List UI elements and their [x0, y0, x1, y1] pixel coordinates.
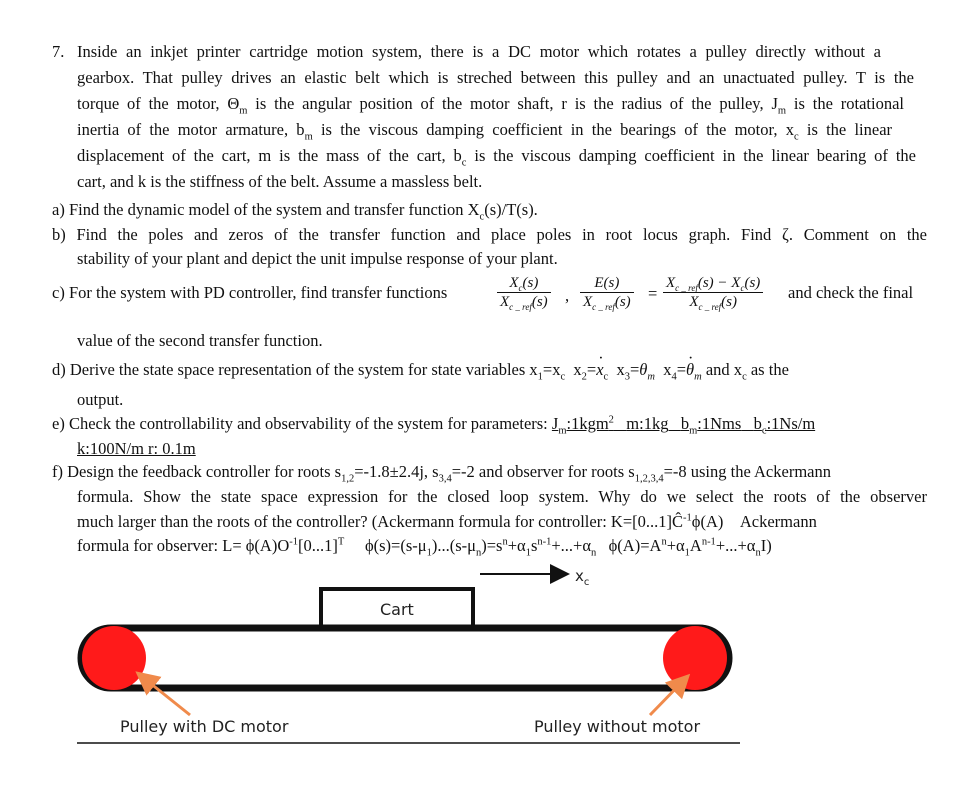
right-pulley — [663, 626, 727, 690]
part-a: a) Find the dynamic model of the system and transfer function $X_c(s)/T(s)$. — [52, 200, 538, 223]
fraction-equals: = — [648, 284, 658, 303]
intro-line-2: gearbox. That pulley drives an elastic belt which is streched between this pulley and an unactuated pulley. T is the — [77, 68, 914, 87]
part-b-line-1: b) Find the poles and zeros of the transfer function and place poles in root locus graph. Find ζ. Comment on the — [52, 225, 927, 244]
intro-line-6: cart, and k is the stiffness of the belt. Assume a massless belt. — [77, 172, 483, 191]
part-d-line-2: output. — [77, 390, 124, 409]
displacement-label: $x_c$ — [575, 567, 590, 588]
right-pulley-label: Pulley without motor — [534, 717, 701, 736]
part-f-line-4: formula for observer: $L= \phi(A)O^{-1}[0...1]^T$ $\phi(s)=(s-\mu_1)...(s-\mu_n)=s^n+\alpha_1s^{n-1}+...+\alpha_n$ $\phi(A)=A^n+\alpha_1A^{n-1}+...+\alpha_nI$) — [77, 536, 772, 559]
transfer-fraction-2: $\frac{E(s)}{X_{c \_ ref}(s)}$ — [580, 274, 634, 311]
transfer-fraction-3: $\frac{X_{c \_ ref}(s) - X_c(s)}{X_{c \_ ref}(s)}$ — [663, 274, 763, 311]
part-f-line-3: much larger than the roots of the controller? (Ackermann formula for controller: $K=[0...1]Ĉ^{-1}\phi(A)$ Ackermann — [77, 512, 817, 531]
part-c-tail: and check the final — [788, 283, 914, 302]
part-b-line-2: stability of your plant and depict the unit impulse response of your plant. — [77, 249, 558, 268]
intro-line-3: torque of the motor, $\Theta_m$ is the angular position of the motor shaft, r is the radius of the pulley, $J_m$ is the rotational — [77, 94, 905, 117]
part-e-line-2: k:100N/m r: 0.1m — [77, 439, 196, 458]
belt-drive-figure — [0, 560, 975, 785]
part-d-line-1: d) Derive the state space representation of the system for state variables $x_1=x_c$ $x_2=\cdot x_c$ $x_3=\theta_m$ $x_4=\cdot \theta_m$ and $x_c$ as the — [52, 360, 789, 380]
left-pulley — [82, 626, 146, 690]
intro-line-5: displacement of the cart, m is the mass of the cart, $b_c$ is the viscous damping coefficient in the linear bearing of the — [77, 146, 916, 169]
part-f-line-1: f) Design the feedback controller for roots $s_{1,2}=-1.8\pm 2.4j$, $s_{3,4}=-2$ and observer for roots $s_{1,2,3,4}=-8$ using the Ackermann — [52, 462, 831, 485]
intro-line-4: inertia of the motor armature, $b_m$ is the viscous damping coefficient in the bearings of the motor, $x_c$ is the linear — [77, 120, 893, 143]
belt — [81, 628, 729, 688]
part-c-line-1: c) For the system with PD controller, find transfer functions — [52, 283, 448, 302]
cart-label: Cart — [380, 600, 414, 619]
intro-line-1: Inside an inkjet printer cartridge motion system, there is a DC motor which rotates a pulley directly without a — [77, 42, 881, 61]
fraction-comma: , — [565, 286, 570, 305]
part-c-line-2: value of the second transfer function. — [77, 331, 323, 350]
problem-number: 7. — [52, 42, 65, 61]
part-e-line-1: e) Check the controllability and observability of the system for parameters: $J_m:1kgm^2$ m:1kg $b_m:1Nms$ $b_c:1Ns/m$ — [52, 414, 816, 437]
part-f-line-2: formula. Show the state space expression for the closed loop system. Why do we select the roots of the observer — [77, 487, 927, 506]
transfer-fraction-1: $\frac{X_c(s)}{X_{c \_ ref}(s)}$ — [497, 274, 551, 311]
left-pulley-label: Pulley with DC motor — [120, 717, 289, 736]
